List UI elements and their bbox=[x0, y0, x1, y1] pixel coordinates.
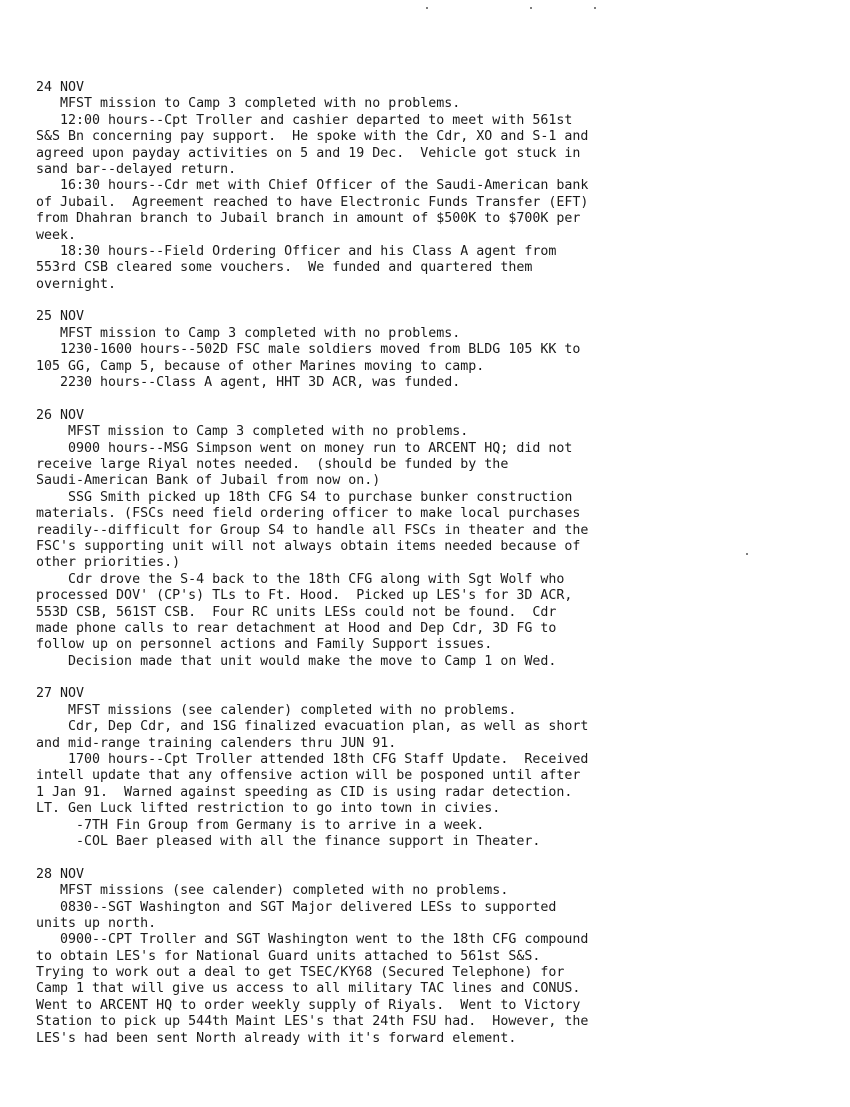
entry-date: 28 NOV bbox=[36, 866, 85, 882]
entry-line: made phone calls to rear detachment at Hood and Dep Cdr, 3D FG to bbox=[36, 620, 557, 636]
entry-line: LT. Gen Luck lifted restriction to go into town in civies. bbox=[36, 801, 501, 817]
entry-line: intell update that any offensive action will be posponed until after bbox=[36, 768, 581, 784]
entry-date: 24 NOV bbox=[36, 80, 85, 95]
entry-line: 12:00 hours--Cpt Troller and cashier departed to meet with 561st bbox=[36, 112, 573, 128]
entry-line: sand bar--delayed return. bbox=[36, 161, 237, 177]
entry-line: to obtain LES's for National Guard units attached to 561st S&S. bbox=[36, 948, 541, 964]
entry-line: SSG Smith picked up 18th CFG S4 to purchase bunker construction bbox=[36, 489, 573, 505]
log-entry-27-nov bbox=[36, 686, 836, 850]
log-entry-25-nov bbox=[36, 309, 836, 391]
entry-spacer bbox=[36, 850, 836, 866]
entry-line: overnight. bbox=[36, 276, 117, 292]
entry-line: agreed upon payday activities on 5 and 19 Dec. Vehicle got stuck in bbox=[36, 145, 581, 161]
entry-spacer bbox=[36, 670, 836, 686]
entry-line: 1230-1600 hours--502D FSC male soldiers moved from BLDG 105 KK to bbox=[36, 342, 581, 358]
entry-line: Went to ARCENT HQ to order weekly supply of Riyals. Went to Victory bbox=[36, 997, 581, 1013]
entry-line: MFST mission to Camp 3 completed with no problems. bbox=[36, 424, 469, 440]
entry-line: 105 GG, Camp 5, because of other Marines moving to camp. bbox=[36, 358, 485, 374]
entry-line: 0900 hours--MSG Simpson went on money run to ARCENT HQ; did not bbox=[36, 440, 573, 456]
log-entry-24-nov bbox=[36, 80, 836, 293]
document-page bbox=[36, 80, 836, 1047]
entry-line: units up north. bbox=[36, 915, 157, 931]
entry-line: 18:30 hours--Field Ordering Officer and his Class A agent from bbox=[36, 243, 557, 259]
entry-line: -COL Baer pleased with all the finance support in Theater. bbox=[36, 833, 541, 849]
entry-line: Saudi-American Bank of Jubail from now on.) bbox=[36, 473, 381, 489]
entry-line: from Dhahran branch to Jubail branch in amount of $500K to $700K per bbox=[36, 211, 581, 227]
log-entry-26-nov bbox=[36, 408, 836, 670]
entry-line: other priorities.) bbox=[36, 555, 181, 571]
entry-line: -7TH Fin Group from Germany is to arrive in a week. bbox=[36, 817, 485, 833]
entry-line: Cdr drove the S-4 back to the 18th CFG along with Sgt Wolf who bbox=[36, 571, 565, 587]
scan-speck bbox=[594, 7, 596, 9]
entry-line: 553D CSB, 561ST CSB. Four RC units LESs could not be found. Cdr bbox=[36, 604, 557, 620]
entry-line: 1700 hours--Cpt Troller attended 18th CFG Staff Update. Received bbox=[36, 752, 589, 768]
entry-line: MFST mission to Camp 3 completed with no problems. bbox=[36, 325, 461, 341]
entry-line: receive large Riyal notes needed. (should be funded by the bbox=[36, 456, 509, 472]
entry-line: S&S Bn concerning pay support. He spoke with the Cdr, XO and S-1 and bbox=[36, 129, 589, 145]
entry-line: of Jubail. Agreement reached to have Electronic Funds Transfer (EFT) bbox=[36, 194, 589, 210]
log-entry-28-nov bbox=[36, 867, 836, 1047]
entry-date: 26 NOV bbox=[36, 407, 85, 423]
entry-line: materials. (FSCs need field ordering officer to make local purchases bbox=[36, 506, 581, 522]
entry-line: MFST missions (see calender) completed with no problems. bbox=[36, 702, 517, 718]
entry-date: 25 NOV bbox=[36, 309, 85, 325]
entry-line: FSC's supporting unit will not always obtain items needed because of bbox=[36, 538, 581, 554]
entry-line: MFST mission to Camp 3 completed with no problems. bbox=[36, 96, 461, 112]
entry-line: 0900--CPT Troller and SGT Washington went to the 18th CFG compound bbox=[36, 932, 589, 948]
entry-spacer bbox=[36, 391, 836, 407]
entry-line: week. bbox=[36, 227, 77, 243]
entry-line: 0830--SGT Washington and SGT Major delivered LESs to supported bbox=[36, 899, 557, 915]
scan-speck bbox=[426, 7, 428, 9]
entry-line: Camp 1 that will give us access to all military TAC lines and CONUS. bbox=[36, 981, 581, 997]
entry-line: 1 Jan 91. Warned against speeding as CID is using radar detection. bbox=[36, 784, 573, 800]
entry-line: and mid-range training calenders thru JUN 91. bbox=[36, 735, 397, 751]
entry-line: Trying to work out a deal to get TSEC/KY68 (Secured Telephone) for bbox=[36, 965, 565, 981]
entry-date: 27 NOV bbox=[36, 686, 85, 702]
entry-line: 553rd CSB cleared some vouchers. We funded and quartered them bbox=[36, 260, 533, 276]
entry-line: Decision made that unit would make the move to Camp 1 on Wed. bbox=[36, 653, 557, 669]
entry-line: processed DOV' (CP's) TLs to Ft. Hood. Picked up LES's for 3D ACR, bbox=[36, 588, 573, 604]
entry-line: LES's had been sent North already with it's forward element. bbox=[36, 1030, 517, 1046]
entry-spacer bbox=[36, 293, 836, 309]
entry-line: 2230 hours--Class A agent, HHT 3D ACR, was funded. bbox=[36, 375, 461, 391]
entry-line: readily--difficult for Group S4 to handle all FSCs in theater and the bbox=[36, 522, 589, 538]
scan-speck bbox=[530, 7, 532, 9]
entry-line: MFST missions (see calender) completed with no problems. bbox=[36, 883, 509, 899]
entry-line: Station to pick up 544th Maint LES's that 24th FSU had. However, the bbox=[36, 1014, 589, 1030]
entry-line: 16:30 hours--Cdr met with Chief Officer of the Saudi-American bank bbox=[36, 178, 589, 194]
entry-line: follow up on personnel actions and Family Support issues. bbox=[36, 637, 493, 653]
entry-line: Cdr, Dep Cdr, and 1SG finalized evacuation plan, as well as short bbox=[36, 719, 589, 735]
